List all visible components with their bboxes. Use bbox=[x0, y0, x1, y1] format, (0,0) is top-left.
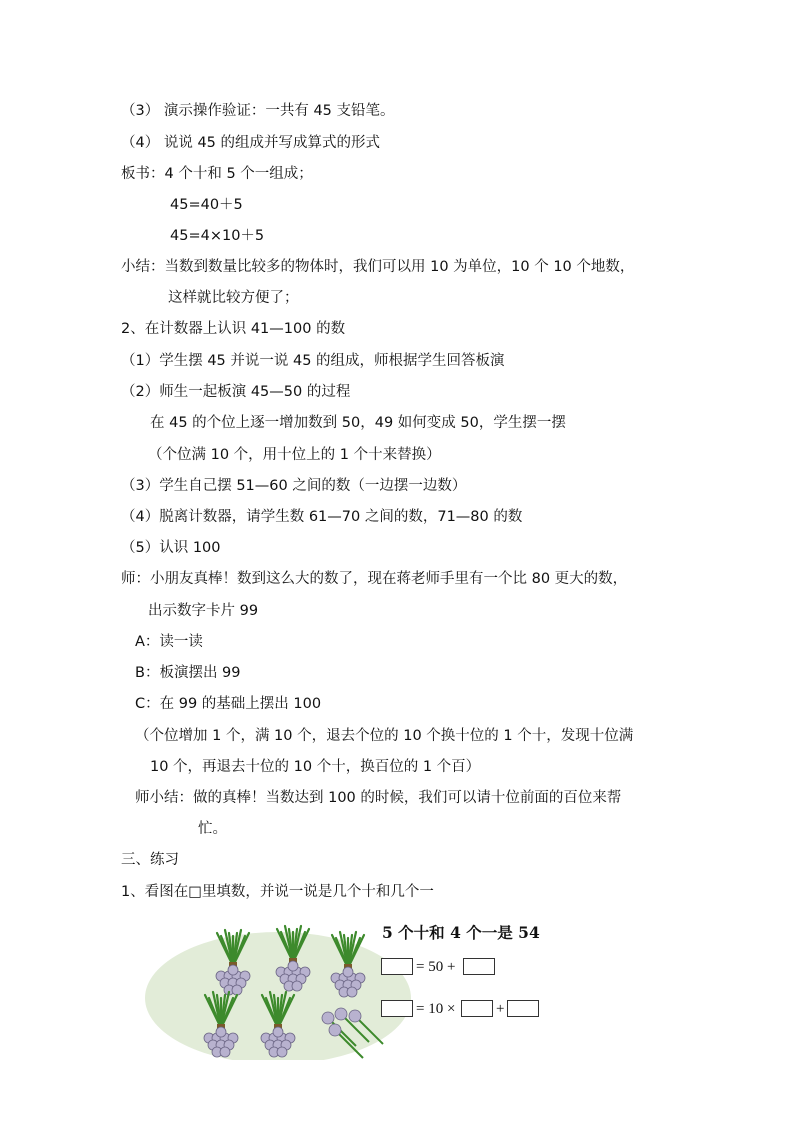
line-sub-5: （5）认识 100 bbox=[121, 540, 221, 556]
answer-box-5[interactable] bbox=[507, 1000, 539, 1017]
line-sub-2: （2）师生一起板演 45—50 的过程 bbox=[121, 384, 351, 400]
line-equation-2: 45=4×10＋5 bbox=[170, 228, 265, 244]
line-teacher-summary: 师小结：做的真棒！当数达到 100 的时候，我们可以请十位前面的百位来帮 bbox=[135, 790, 622, 806]
line-step-4: （4） 说说 45 的组成并写成算式的形式 bbox=[121, 135, 381, 151]
line-sub-3: （3）学生自己摆 51—60 之间的数（一边摆一边数） bbox=[121, 478, 467, 494]
line-item-c: C：在 99 的基础上摆出 100 bbox=[135, 696, 322, 712]
line-board-writing: 板书：4 个十和 5 个一组成； bbox=[121, 166, 313, 182]
line-explain-cont: 10 个，再退去十位的 10 个十，换百位的 1 个百） bbox=[150, 759, 481, 775]
answer-box-2[interactable] bbox=[463, 958, 495, 975]
answer-box-3[interactable] bbox=[381, 1000, 413, 1017]
line-summary: 小结：当数到数量比较多的物体时，我们可以用 10 为单位，10 个 10 个地数， bbox=[121, 259, 635, 275]
line-explain: （个位增加 1 个，满 10 个，退去个位的 10 个换十位的 1 个十，发现十位满 bbox=[135, 728, 634, 744]
equation-2-text-b: + bbox=[496, 1001, 505, 1017]
line-sub-4: （4）脱离计数器，请学生数 61—70 之间的数，71—80 的数 bbox=[121, 509, 523, 525]
line-step-3: （3） 演示操作验证：一共有 45 支铅笔。 bbox=[121, 103, 395, 119]
line-equation-1: 45=40＋5 bbox=[170, 197, 243, 213]
line-teacher: 师：小朋友真棒！数到这么大的数了，现在蒋老师手里有一个比 80 更大的数， bbox=[121, 571, 628, 587]
line-item-b: B：板演摆出 99 bbox=[135, 665, 241, 681]
equation-1-text: = 50 + bbox=[416, 959, 456, 975]
equation-2-text-a: = 10 × bbox=[416, 1001, 456, 1017]
line-sub-2-detail: 在 45 的个位上逐一增加数到 50，49 如何变成 50，学生摆一摆 bbox=[150, 415, 566, 431]
line-teacher-cont: 出示数字卡片 99 bbox=[148, 603, 259, 619]
line-summary-cont: 这样就比较方便了； bbox=[168, 290, 299, 306]
figure-title: 5 个十和 4 个一是 54 bbox=[382, 923, 540, 942]
line-teacher-summary-cont: 忙。 bbox=[198, 821, 227, 837]
line-section-3: 三、练习 bbox=[121, 852, 179, 868]
line-sub-2-note: （个位满 10 个，用十位上的 1 个十来替换） bbox=[148, 447, 441, 463]
line-section-2: 2、在计数器上认识 41—100 的数 bbox=[121, 321, 346, 337]
answer-box-4[interactable] bbox=[461, 1000, 493, 1017]
line-sub-1: （1）学生摆 45 并说一说 45 的组成，师根据学生回答板演 bbox=[121, 353, 505, 369]
answer-box-1[interactable] bbox=[381, 958, 413, 975]
line-item-a: A：读一读 bbox=[135, 634, 203, 650]
line-exercise-1: 1、看图在□里填数，并说一说是几个十和几个一 bbox=[121, 884, 434, 900]
